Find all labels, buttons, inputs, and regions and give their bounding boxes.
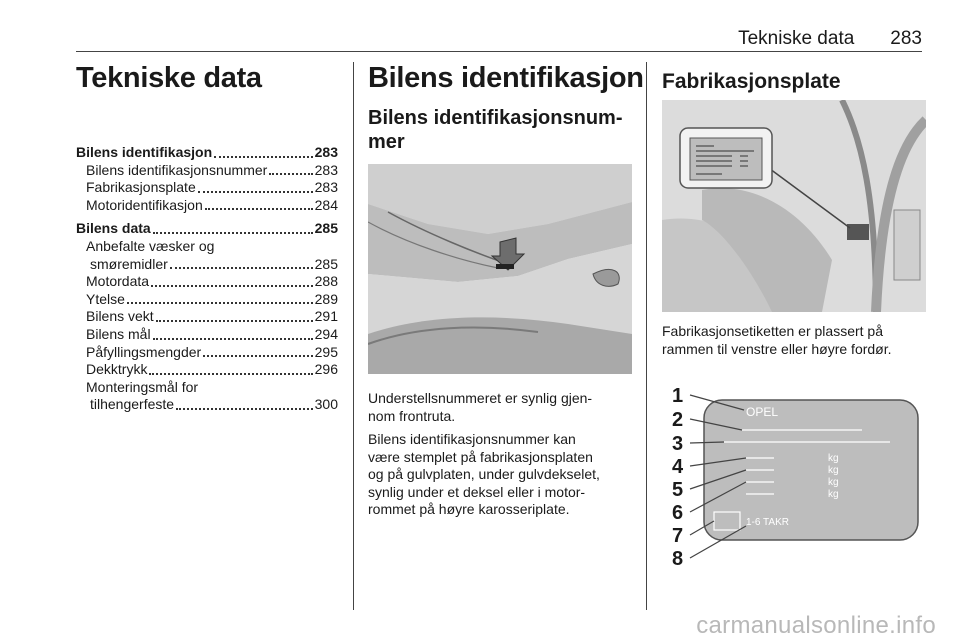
toc-entry[interactable]: Fabrikasjonsplate 283 [86, 179, 338, 196]
callout-2: 2 [672, 409, 684, 431]
toc-entry[interactable]: Bilens identifikasjonsnummer 283 [86, 161, 338, 178]
toc-entry[interactable]: Bilens mål 294 [86, 325, 338, 342]
svg-text:kg: kg [828, 477, 839, 488]
subsection-title: Bilens identifikasjonsnum- mer [368, 107, 623, 153]
running-head-title: Tekniske data [738, 28, 855, 49]
svg-text:kg: kg [828, 453, 839, 464]
toc-entry[interactable]: smøremidler 285 [90, 255, 338, 272]
column-divider-right [646, 62, 647, 610]
windshield-vin-illustration [368, 164, 632, 374]
toc-entry[interactable]: tilhengerfeste 300 [90, 396, 338, 413]
toc-entry[interactable]: Anbefalte væsker og [86, 237, 215, 254]
callout-5: 5 [672, 479, 684, 501]
callout-8: 8 [672, 548, 684, 570]
toc-entry[interactable]: Bilens vekt 291 [86, 308, 338, 325]
svg-text:kg: kg [828, 489, 839, 500]
running-head [738, 28, 922, 50]
toc-entry[interactable]: Bilens data 285 [76, 220, 338, 237]
plate-brand: OPEL [746, 405, 779, 419]
watermark: carmanualsonline.info [696, 612, 936, 639]
door-frame-illustration [662, 100, 926, 312]
callout-6: 6 [672, 502, 684, 524]
subsection-title: Fabrikasjonsplate [662, 70, 841, 93]
toc-entry[interactable]: Påfyllingsmengder 295 [86, 343, 338, 360]
callout-4: 4 [672, 456, 684, 478]
chapter-title: Tekniske data [76, 62, 262, 94]
toc-entry[interactable]: Monteringsmål for [86, 378, 199, 395]
section-title: Bilens identifikasjon [368, 62, 644, 94]
toc-entry[interactable]: Ytelse 289 [86, 290, 338, 307]
column-divider-left [353, 62, 354, 610]
table-of-contents [76, 144, 338, 414]
vin-paragraph-2: Bilens identifikasjonsnummer kan være stemplet på fabrikasjonsplaten og på gulvplaten, under gulvdekselet, synlig under et deksel eller i motor- rommet på høyre karosseriplate. [368, 431, 600, 518]
plate-detail-illustration [662, 372, 924, 578]
plate-line-text: 1-6 TAKR [746, 517, 789, 528]
callout-3: 3 [672, 433, 684, 455]
toc-entry[interactable]: Motoridentifikasjon 284 [86, 196, 338, 213]
vin-paragraph-1: Understellsnummeret er synlig gjen- nom frontruta. [368, 390, 593, 424]
toc-entry[interactable]: Bilens identifikasjon 283 [76, 144, 338, 160]
callout-7: 7 [672, 525, 684, 547]
header-rule [76, 51, 922, 52]
plate-location-paragraph: Fabrikasjonsetiketten er plassert på rammen til venstre eller høyre fordør. [662, 323, 892, 357]
page-number: 283 [890, 28, 922, 49]
toc-entry[interactable]: Dekktrykk 296 [86, 361, 338, 378]
callout-1: 1 [672, 385, 684, 407]
toc-entry[interactable]: Motordata 288 [86, 273, 338, 290]
svg-text:kg: kg [828, 465, 839, 476]
